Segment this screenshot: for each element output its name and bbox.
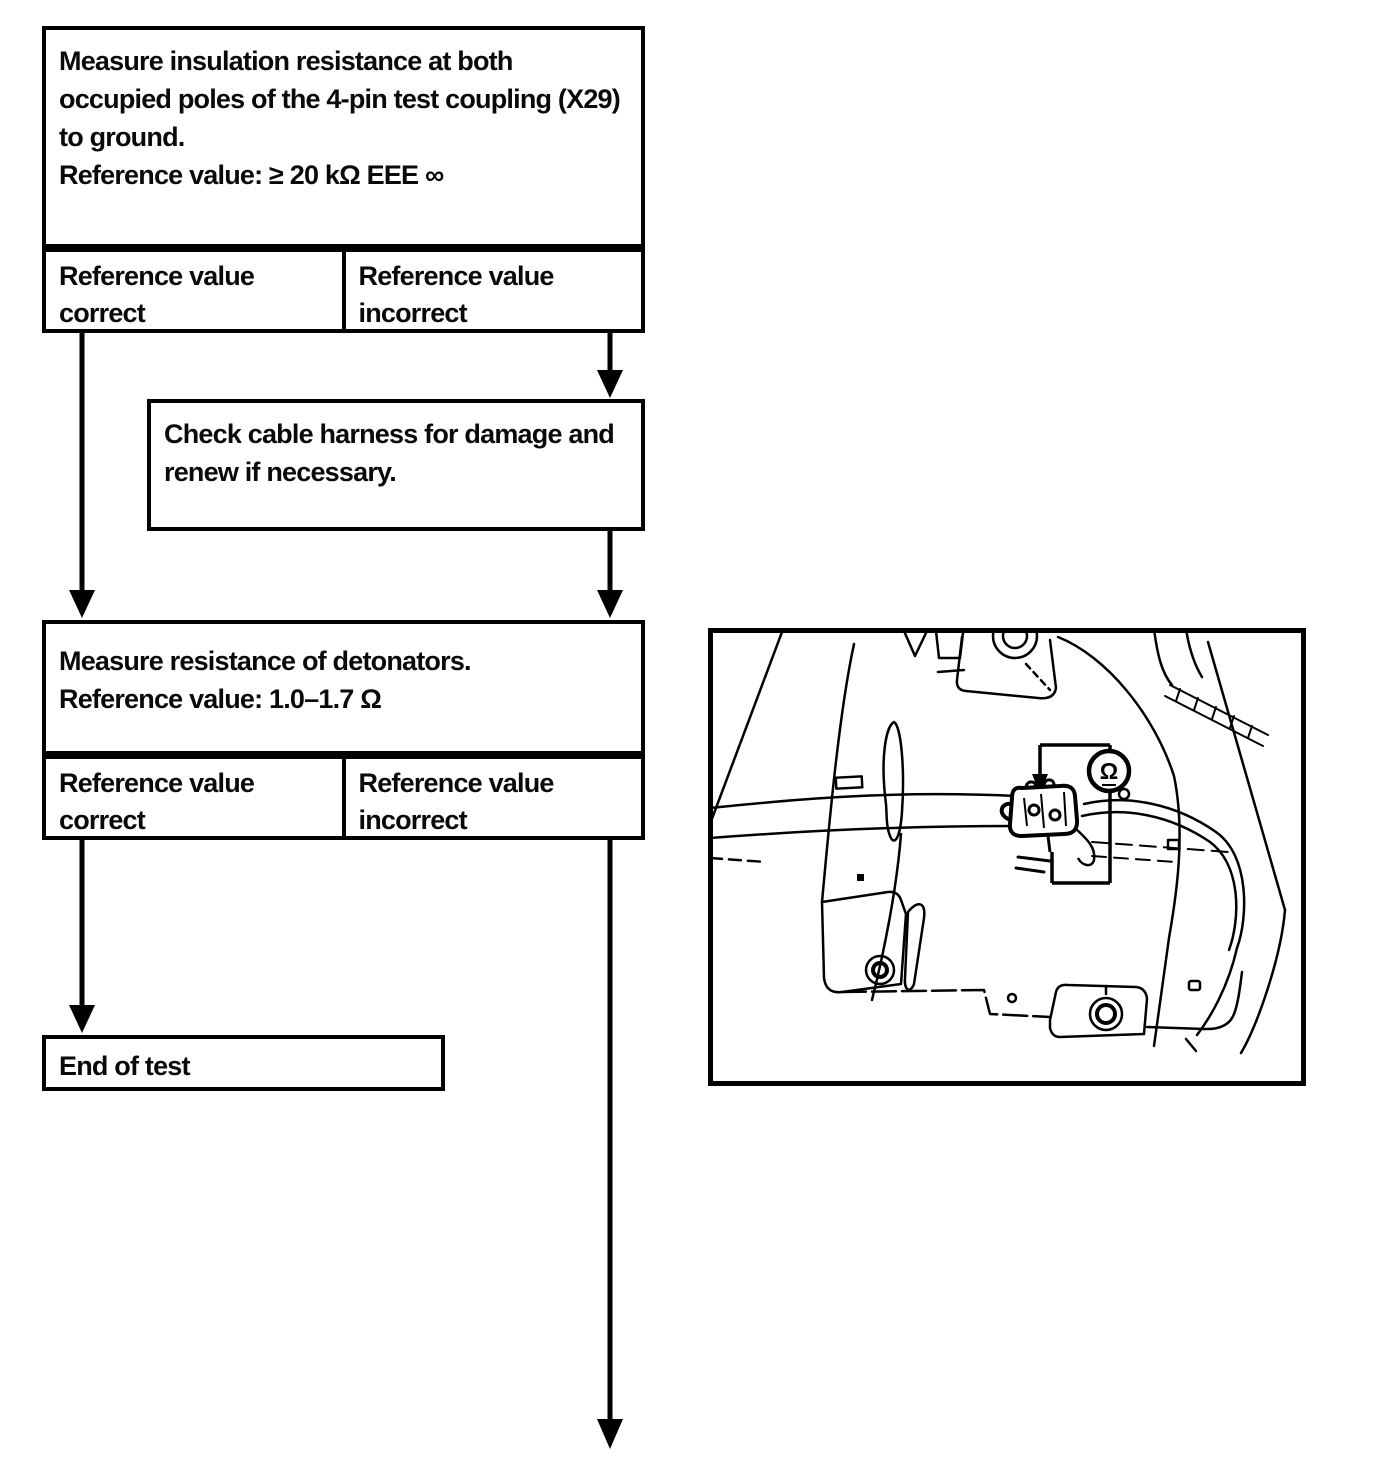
- panel-seam: [1092, 842, 1228, 852]
- outcome1-incorrect-cell: [346, 252, 642, 329]
- panel-mark: [938, 670, 964, 672]
- bolt-icon: [1090, 998, 1122, 1030]
- body-diagonal-left: [710, 632, 782, 824]
- outcome1-correct-label: Reference value: [59, 261, 255, 291]
- panel-line-art: [710, 628, 1285, 1053]
- end-of-test-box: [42, 1035, 445, 1091]
- step1-outcome-row: [42, 248, 645, 333]
- panel-mark: [710, 858, 766, 862]
- trim-seam: [1165, 685, 1268, 746]
- arrowhead: [69, 590, 95, 618]
- cable-harness: [710, 794, 1016, 808]
- panel-seam: [1092, 856, 1176, 862]
- outcome2-incorrect-label: Reference value: [358, 768, 554, 798]
- step2-reference-value: Reference value: 1.0–1.7 Ω: [59, 684, 382, 714]
- step1-box: [42, 26, 645, 248]
- cable-harness: [710, 826, 1014, 838]
- panel-tab-crease: [1026, 664, 1050, 690]
- arrowhead: [597, 590, 623, 618]
- panel-rib: [884, 722, 903, 841]
- fastener-dot: [1119, 789, 1129, 799]
- step2-line: Measure resistance of detonators.: [59, 646, 471, 676]
- step2-box: [42, 620, 645, 755]
- fastener-dot: [1008, 994, 1016, 1002]
- body-edge: [1186, 629, 1202, 677]
- cable-harness: [1082, 812, 1236, 950]
- panel-tab: [957, 637, 1056, 698]
- outcome1-correct-cell: [46, 252, 346, 329]
- step1-line: occupied poles of the 4-pin test coupling (X29): [59, 84, 620, 114]
- fastener-dot: [857, 874, 864, 881]
- check-harness-box: [147, 399, 645, 531]
- check-harness-line: Check cable harness for damage and: [164, 419, 614, 449]
- ohmmeter-symbol: Ω: [1099, 758, 1119, 784]
- step1-reference-value: Reference value: ≥ 20 kΩ EEE ∞: [59, 160, 444, 190]
- panel-mark: [1016, 868, 1044, 872]
- body-edge: [1154, 629, 1172, 685]
- outcome2-correct-cell: [46, 759, 346, 836]
- step1-line: Measure insulation resistance at both: [59, 46, 513, 76]
- outcome2-incorrect-cell: [346, 759, 642, 836]
- cable-harness: [1197, 948, 1237, 1035]
- test-coupling-connector: [1002, 780, 1095, 865]
- step1-line: to ground.: [59, 122, 185, 152]
- outcome2-correct-label: Reference value: [59, 768, 255, 798]
- ohmmeter-test-illustration: [708, 628, 1306, 1086]
- bracket-strap: [905, 904, 924, 989]
- illustration-svg: [708, 628, 1306, 1086]
- body-diagonal: [1208, 642, 1285, 910]
- body-diagonal-tail: [1241, 910, 1285, 1053]
- arrowhead: [69, 1005, 95, 1033]
- outcome1-correct-label2: correct: [59, 298, 145, 328]
- panel-notch: [904, 631, 926, 656]
- cable-clip: [836, 776, 863, 788]
- fastener-dot: [1189, 981, 1200, 990]
- panel-left-edge: [822, 644, 854, 902]
- check-harness-line2: renew if necessary.: [164, 457, 396, 487]
- arrowhead: [597, 1419, 623, 1449]
- outcome2-correct-label2: correct: [59, 805, 145, 835]
- panel-mark: [1186, 1039, 1196, 1051]
- arrowhead: [597, 370, 623, 398]
- outcome1-incorrect-label2: incorrect: [358, 298, 467, 328]
- outcome2-incorrect-label2: incorrect: [358, 805, 467, 835]
- bolt-icon: [1097, 1005, 1115, 1023]
- outcome1-incorrect-label: Reference value: [358, 261, 554, 291]
- end-of-test-label: End of test: [59, 1051, 190, 1081]
- panel-mark: [1018, 857, 1050, 861]
- cable-harness: [1084, 800, 1244, 948]
- step2-outcome-row: [42, 755, 645, 840]
